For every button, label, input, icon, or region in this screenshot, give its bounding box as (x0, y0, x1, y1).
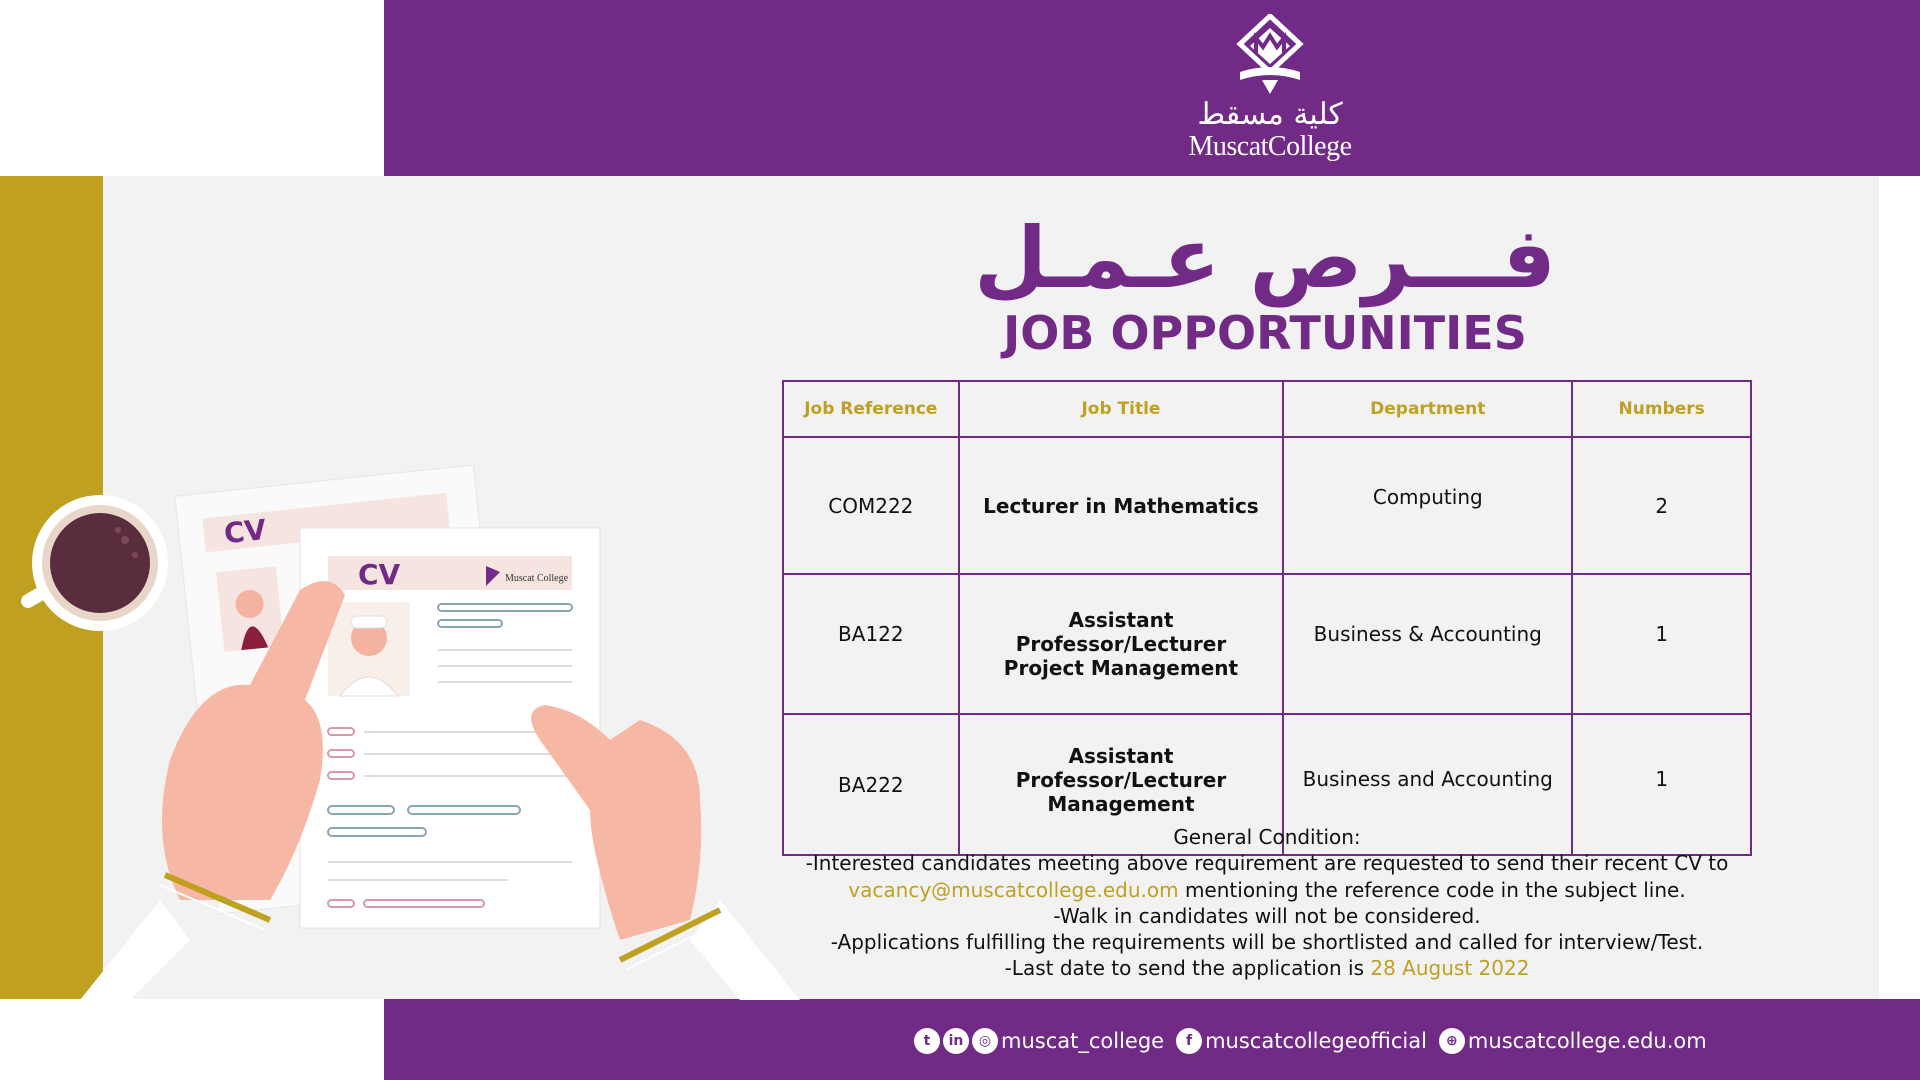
cell-numbers: 1 (1572, 574, 1751, 714)
college-emblem-icon (1230, 14, 1310, 96)
condition-line-2 (782, 877, 1752, 903)
header-job-title: Job Title (959, 381, 1284, 437)
vacancy-email-link[interactable]: vacancy@muscatcollege.edu.om (848, 877, 1179, 902)
table-header-row (783, 381, 1751, 437)
cv-front-label: CV (358, 558, 401, 591)
condition-line-2-rest: mentioning the reference code in the subject line. (1178, 877, 1686, 902)
cv-illustration (0, 380, 800, 1000)
job-title-line: Assistant Professor/Lecturer (1015, 608, 1227, 656)
cell-job-reference: COM222 (783, 437, 959, 574)
job-title-line: Management (1047, 791, 1195, 816)
social-links (914, 1024, 1707, 1058)
title-arabic: فـــرص عـمـل (974, 209, 1556, 307)
social-handle[interactable]: muscat_college (1001, 1029, 1165, 1053)
facebook-icon[interactable]: f (1176, 1028, 1202, 1054)
cell-job-title (959, 574, 1284, 714)
table-row (783, 574, 1751, 714)
logo-latin-text: MuscatCollege (1188, 131, 1352, 162)
twitter-icon[interactable]: t (914, 1028, 940, 1054)
condition-line-3: -Walk in candidates will not be considered. (1053, 903, 1481, 928)
header-band (384, 0, 1920, 176)
cell-department: Computing (1283, 437, 1572, 574)
title-english: JOB OPPORTUNITIES (1003, 306, 1527, 360)
cell-department: Business & Accounting (1283, 574, 1572, 714)
application-deadline: 28 August 2022 (1370, 956, 1530, 981)
linkedin-icon[interactable]: in (943, 1028, 969, 1054)
college-logo (1160, 14, 1380, 164)
cell-department: Business and Accounting (1283, 714, 1572, 855)
job-title-line: Assistant Professor/Lecturer (1015, 743, 1227, 792)
condition-line-4: -Applications fulfilling the requirements will be shortlisted and called for interview/Test. (830, 930, 1704, 955)
cell-numbers: 2 (1572, 437, 1751, 574)
condition-line-1: -Interested candidates meeting above requirement are requested to send their recent CV to (805, 851, 1729, 876)
header-department: Department (1283, 381, 1572, 437)
coffee-cup-icon (19, 495, 168, 631)
website-link[interactable]: muscatcollege.edu.om (1467, 1029, 1707, 1053)
conditions-heading: General Condition: (1173, 825, 1361, 849)
general-conditions (782, 824, 1752, 982)
logo-arabic-text: كلية مسقط (1197, 97, 1343, 132)
cell-job-reference: BA122 (783, 574, 959, 714)
condition-line-5 (782, 955, 1752, 981)
cell-job-title (959, 437, 1284, 574)
table-row (783, 437, 1751, 574)
job-title-line: Project Management (1003, 656, 1239, 680)
job-title-line: Lecturer in Mathematics (983, 493, 1259, 518)
cell-numbers: 1 (1572, 714, 1751, 855)
jobs-table (782, 380, 1752, 856)
facebook-handle[interactable]: muscatcollegeofficial (1205, 1029, 1427, 1053)
condition-line-5-prefix: -Last date to send the application is (1004, 956, 1371, 981)
instagram-icon[interactable]: ◎ (972, 1028, 998, 1054)
cell-job-reference: BA222 (783, 714, 959, 855)
cv-logo-text: Muscat College (505, 573, 569, 584)
cv-back-label: CV (222, 512, 268, 551)
header-numbers: Numbers (1572, 381, 1751, 437)
header-job-reference: Job Reference (783, 381, 959, 437)
globe-icon[interactable]: ⊕ (1439, 1028, 1465, 1054)
